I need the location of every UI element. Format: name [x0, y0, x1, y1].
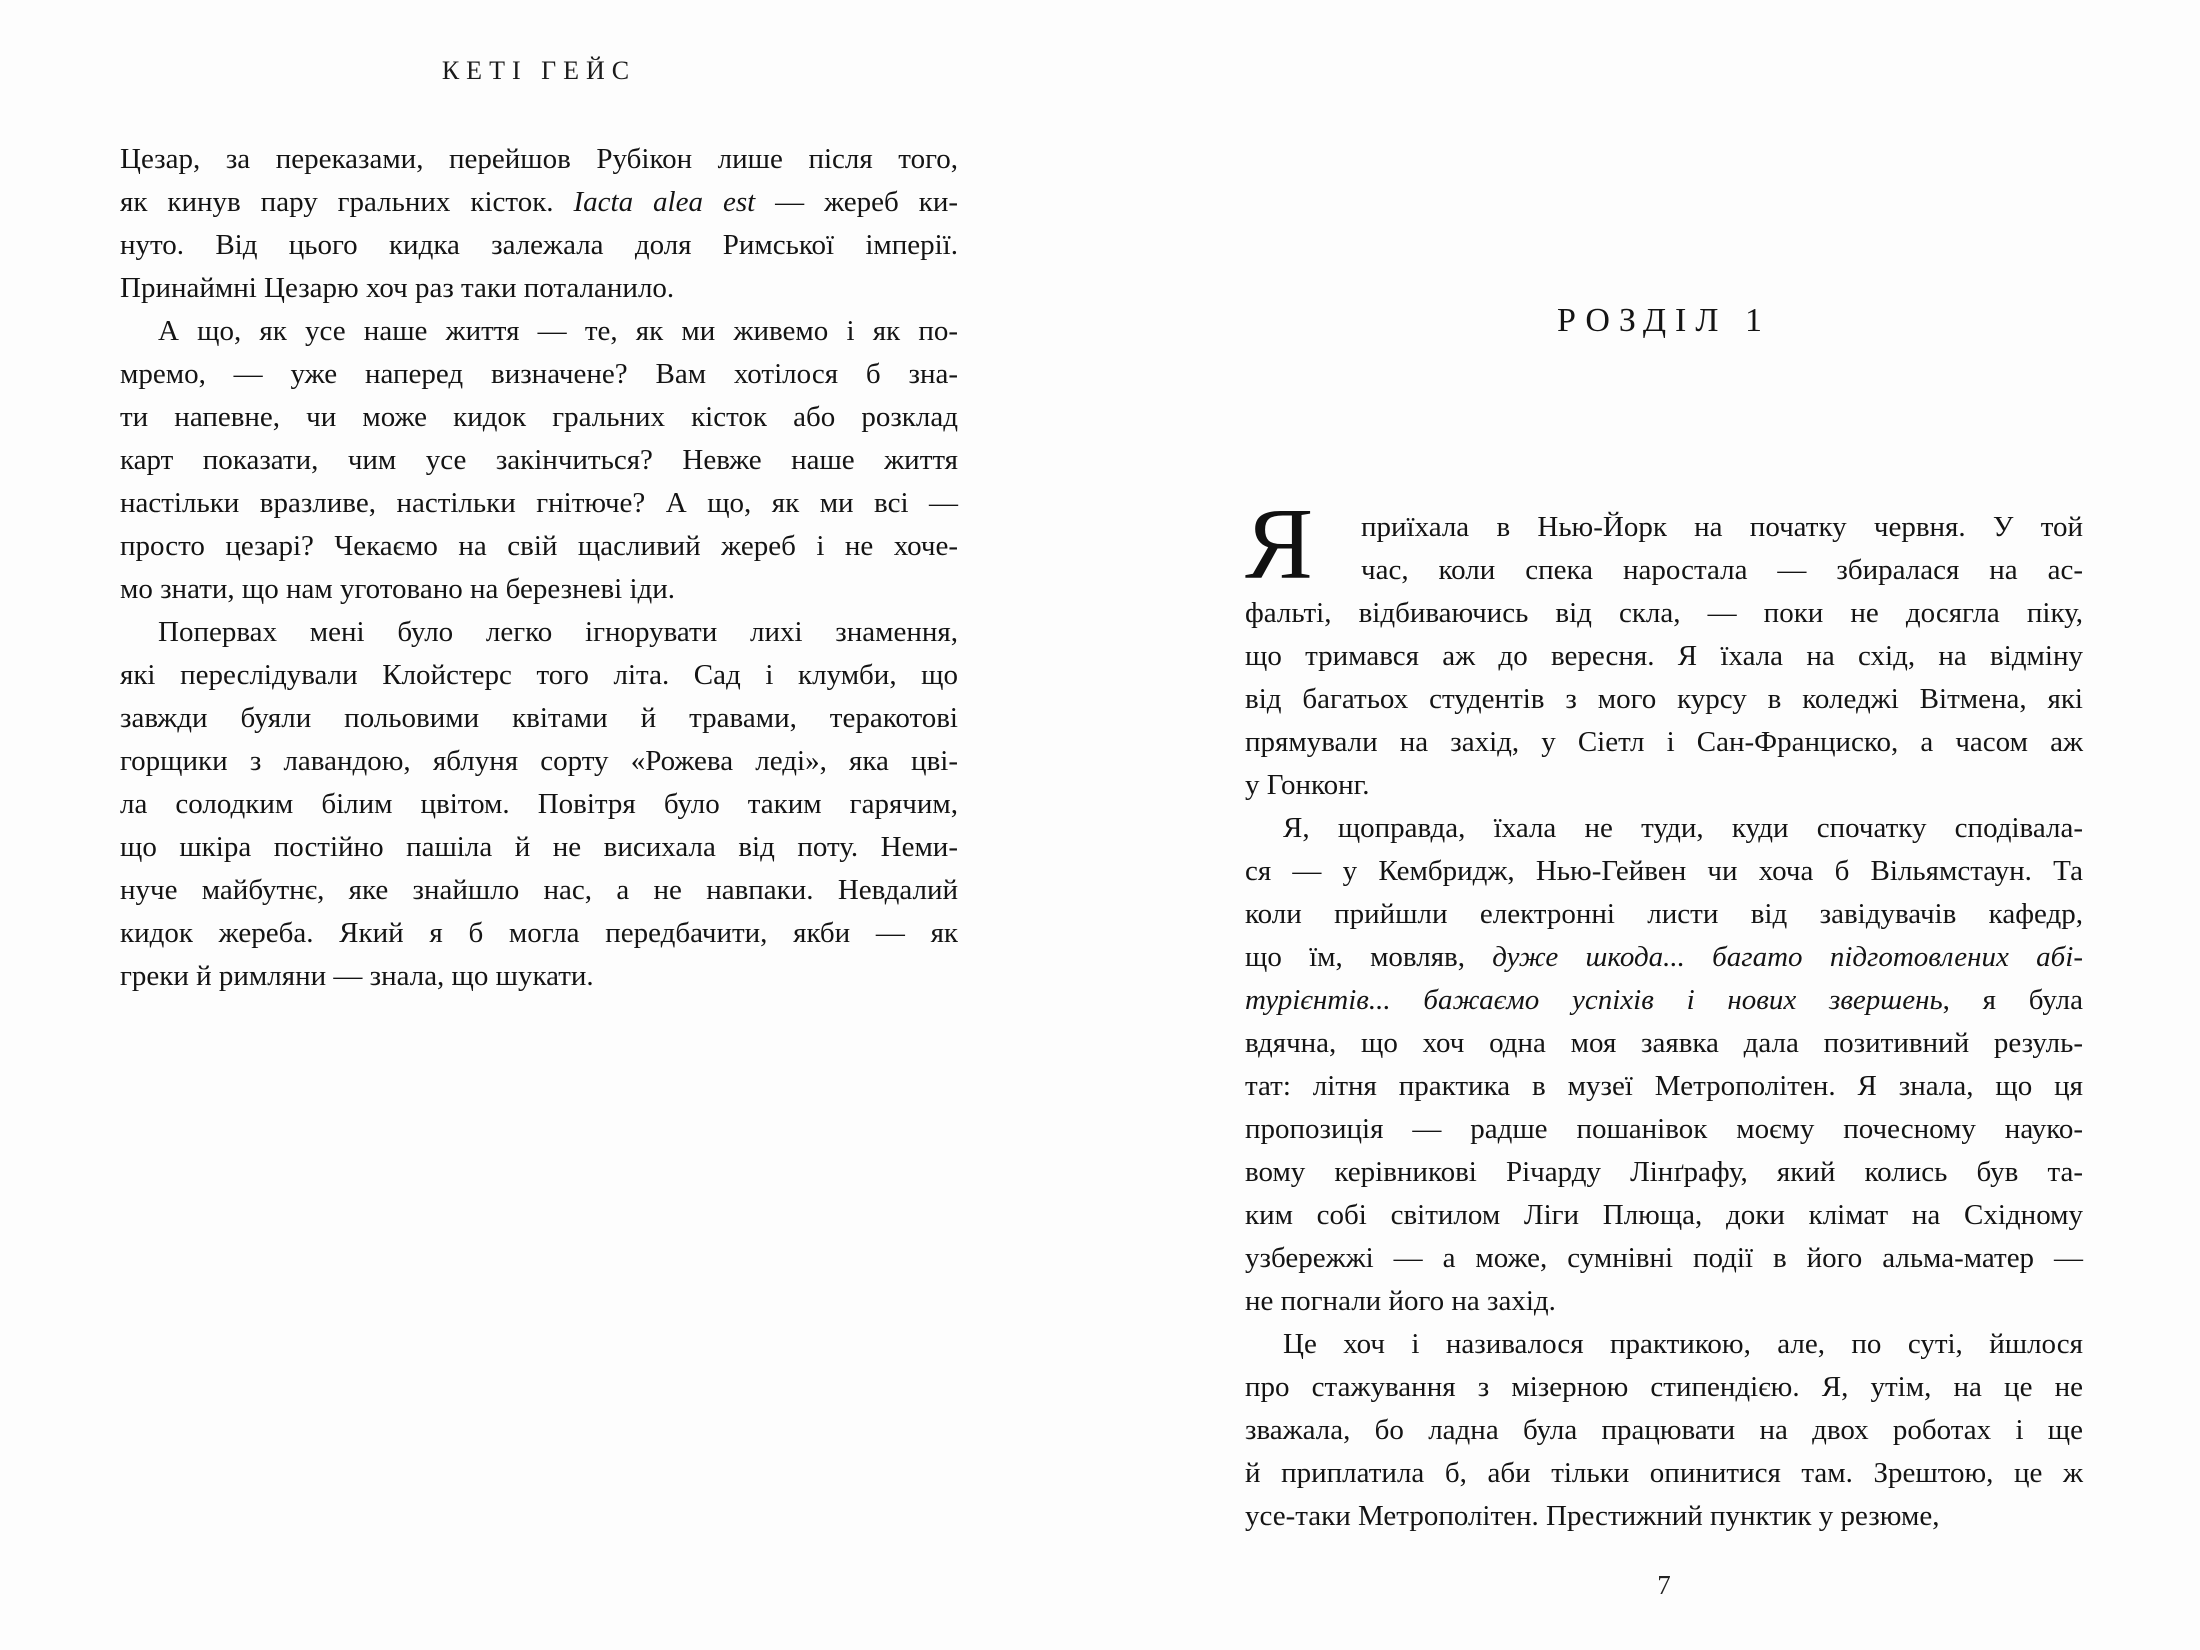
- text-line: [1245, 807, 2083, 850]
- text-line: [1245, 1237, 2083, 1280]
- text-line: [1245, 678, 2083, 721]
- text-line: [1245, 1495, 2083, 1538]
- text-run: які переслідували Клойстерс того літа. Сад і клумби, що: [120, 659, 958, 691]
- text-run: настільки вразливе, настільки гнітюче? А що, як ми всі —: [120, 487, 958, 519]
- text-line: [120, 181, 958, 224]
- italic-text-run: Iacta alea est: [573, 186, 756, 218]
- text-run: Попервах мені було легко ігнорувати лихі знамення,: [158, 616, 958, 648]
- text-run: усе-таки Метрополітен. Престижний пунктик у резюме,: [1245, 1500, 1940, 1532]
- text-run: що шкіра постійно пашіла й не висихала від поту. Неми-: [120, 831, 958, 863]
- text-line: [120, 310, 958, 353]
- text-run: греки й римляни — знала, що шукати.: [120, 960, 594, 992]
- text-line: [120, 396, 958, 439]
- text-line: [120, 353, 958, 396]
- text-run: — жереб ки-: [755, 186, 958, 218]
- text-run: Принаймні Цезарю хоч раз таки поталанило.: [120, 272, 675, 304]
- text-line: [120, 138, 958, 181]
- paragraph: [1245, 807, 2083, 1323]
- text-run: не погнали його на захід.: [1245, 1285, 1556, 1317]
- text-run: Я, щоправда, їхала не туди, куди спочатку сподівала-: [1283, 812, 2083, 844]
- text-line: [1245, 1151, 2083, 1194]
- text-line: [120, 611, 958, 654]
- text-run: кидок жереба. Який я б могла передбачити, якби — як: [120, 917, 958, 949]
- right-page-body: [1245, 488, 2084, 1538]
- text-line: [1245, 1022, 2083, 1065]
- text-line: [1245, 1366, 2083, 1409]
- text-line: [1245, 549, 2083, 592]
- text-line: [1245, 850, 2083, 893]
- text-run: що тримався аж до вересня. Я їхала на схід, на відміну: [1245, 640, 2083, 672]
- text-line: [120, 912, 958, 955]
- text-run: від багатьох студентів з мого курсу в коледжі Вітмена, які: [1245, 683, 2083, 715]
- text-run: мремо, — уже наперед визначене? Вам хотілося б зна-: [120, 358, 958, 390]
- text-line: [1245, 764, 2083, 807]
- text-line: [1245, 1065, 2083, 1108]
- text-run: мо знати, що нам уготовано на березневі іди.: [120, 573, 676, 605]
- text-line: [1245, 893, 2083, 936]
- text-run: нуче майбутнє, яке знайшло нас, а не навпаки. Невдалий: [120, 874, 958, 906]
- text-line: [1245, 1452, 2083, 1495]
- text-run: ти напевне, чи може кидок гральних кісток або розклад: [120, 401, 958, 433]
- italic-text-run: дуже шкода... багато підготовлених абі-: [1492, 941, 2083, 973]
- text-line: [1245, 979, 2083, 1022]
- text-line: [1245, 1280, 2083, 1323]
- text-run: вдячна, що хоч одна моя заявка дала позитивний резуль-: [1245, 1027, 2083, 1059]
- text-run: тат: літня практика в музеї Метрополітен. Я знала, що ця: [1245, 1070, 2083, 1102]
- text-run: нуто. Від цього кидка залежала доля Римської імперії.: [120, 229, 958, 261]
- text-run: Цезар, за переказами, перейшов Рубікон лише після того,: [120, 143, 958, 175]
- paragraph: [120, 310, 958, 611]
- text-run: ким собі світилом Ліги Плюща, доки клімат на Східному: [1245, 1199, 2083, 1231]
- text-run: , я була: [1942, 984, 2084, 1016]
- italic-text-run: турієнтів... бажаємо успіхів і нових звершень: [1245, 984, 1943, 1016]
- text-run: карт показати, чим усе закінчиться? Невже наше життя: [120, 444, 958, 476]
- text-line: [1245, 1108, 2083, 1151]
- text-line: [1245, 936, 2083, 979]
- text-line: [120, 697, 958, 740]
- paragraph: [1245, 1323, 2083, 1538]
- text-run: завжди буяли польовими квітами й травами, теракотові: [120, 702, 958, 734]
- text-run: коли прийшли електронні листи від завідувачів кафедр,: [1245, 898, 2083, 930]
- chapter-title: РОЗДІЛ 1: [1557, 302, 1771, 339]
- text-run: й приплатила б, аби тільки опинитися там. Зрештою, це ж: [1245, 1457, 2083, 1489]
- text-line: [120, 826, 958, 869]
- running-header: КЕТІ ГЕЙС: [441, 56, 637, 85]
- text-line: [120, 439, 958, 482]
- text-run: горщики з лавандою, яблуня сорту «Рожева леді», яка цві-: [120, 745, 958, 777]
- text-run: вому керівникові Річарду Лінґрафу, який колись був та-: [1245, 1156, 2083, 1188]
- text-run: пропозиція — радше пошанівок моєму почесному науко-: [1245, 1113, 2083, 1145]
- text-run: зважала, бо ладна була працювати на двох роботах і ще: [1245, 1414, 2083, 1446]
- left-page-body: [120, 138, 958, 998]
- drop-cap: Я: [1245, 488, 1314, 601]
- text-run: як кинув пару гральних кісток.: [120, 186, 574, 218]
- text-run: що їм, мовляв,: [1245, 941, 1493, 973]
- text-line: [120, 955, 958, 998]
- text-run: у Гонконг.: [1245, 769, 1370, 801]
- text-run: приїхала в Нью-Йорк на початку червня. У той: [1361, 511, 2083, 543]
- text-run: ся — у Кембридж, Нью-Гейвен чи хоча б Вільямстаун. Та: [1245, 855, 2083, 887]
- text-line: [120, 568, 958, 611]
- text-run: просто цезарі? Чекаємо на свій щасливий жереб і не хоче-: [120, 530, 958, 562]
- text-run: час, коли спека наростала — збиралася на ас-: [1361, 554, 2083, 586]
- text-line: [120, 740, 958, 783]
- text-run: ла солодким білим цвітом. Повітря було таким гарячим,: [120, 788, 958, 820]
- paragraph: [120, 611, 958, 998]
- text-run: узбережжі — а може, сумнівні події в його альма-матер —: [1245, 1242, 2083, 1274]
- text-line: [120, 267, 958, 310]
- text-line: [1245, 1409, 2083, 1452]
- text-line: [120, 783, 958, 826]
- text-run: прямували на захід, у Сіетл і Сан-Франциско, а часом аж: [1245, 726, 2083, 758]
- paragraph: [1245, 506, 2083, 807]
- paragraph: [120, 138, 958, 310]
- text-run: про стажування з мізерною стипендією. Я, утім, на це не: [1245, 1371, 2083, 1403]
- page-number: 7: [1657, 1570, 1671, 1600]
- text-run: А що, як усе наше життя — те, як ми живемо і як по-: [158, 315, 958, 347]
- text-line: [120, 654, 958, 697]
- text-line: [1245, 1323, 2083, 1366]
- text-line: [1245, 592, 2083, 635]
- text-run: фальті, відбиваючись від скла, — поки не досягла піку,: [1245, 597, 2083, 629]
- text-line: [120, 224, 958, 267]
- text-line: [1245, 721, 2083, 764]
- text-run: Це хоч і називалося практикою, але, по суті, йшлося: [1283, 1328, 2083, 1360]
- text-line: [1245, 635, 2083, 678]
- text-line: [1245, 506, 2083, 549]
- text-line: [1245, 1194, 2083, 1237]
- text-line: [120, 525, 958, 568]
- text-line: [120, 869, 958, 912]
- text-line: [120, 482, 958, 525]
